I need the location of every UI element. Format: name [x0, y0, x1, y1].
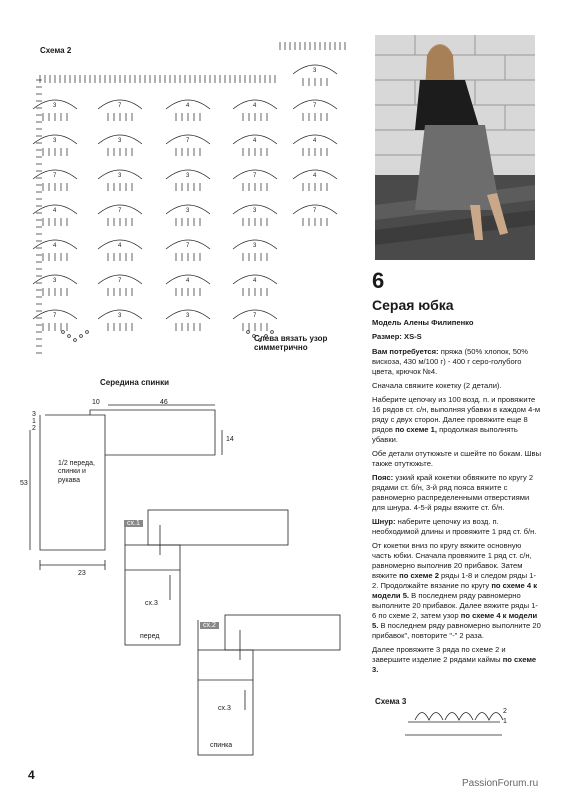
- para-3: Обе детали отутюжьте и сшейте по бокам. Швы также отутюжьте.: [372, 448, 542, 468]
- p5-a: Далее провяжите 3 ряда по схеме 2 и завершите изделие 2 рядами каймы: [372, 644, 506, 664]
- chart-number: 4: [186, 278, 190, 284]
- chart-number: 3: [53, 138, 57, 144]
- para-2-end: продолжая выполнять убавки.: [372, 424, 518, 444]
- para-1: Сначала свяжите кокетку (2 детали).: [372, 380, 502, 390]
- chart-number: 7: [118, 278, 122, 284]
- chart-number: 4: [53, 208, 57, 214]
- chart-number: 4: [118, 243, 122, 249]
- chart-number: 3: [186, 313, 190, 319]
- chart-number: 3: [186, 208, 190, 214]
- dim-23: 23: [78, 570, 86, 577]
- page-number: 4: [28, 768, 35, 782]
- scheme1-tag: сх.1: [124, 520, 143, 527]
- author: Модель Алены Филипенко: [372, 318, 474, 328]
- dim-14: 14: [226, 436, 234, 443]
- p4-b1: по схеме 2: [399, 570, 439, 580]
- materials-text: пряжа (50% хлопок, 50% вискоза, 430 м/100 г) - 400 г серо-голубого цвета, крючок №4.: [372, 346, 528, 376]
- cord-label: Шнур:: [372, 516, 396, 526]
- p4-a: От кокетки вниз по кругу вяжите основную часть юбки. Сначала провяжите 1 ряд ст. с/н, равномерно выполнив 20 прибавок. Затем вяжите: [372, 540, 532, 580]
- belt-label: Пояс:: [372, 472, 394, 482]
- p5-b: по схеме 3.: [372, 654, 537, 674]
- scheme2-label: Схема 2: [40, 46, 72, 55]
- scheme2-tag: сх.2: [200, 622, 219, 629]
- chart-number: 3: [53, 103, 57, 109]
- chart-number: 4: [186, 103, 190, 109]
- scheme3-front: сх.3: [145, 600, 158, 607]
- article-title: Серая юбка: [372, 297, 454, 313]
- scheme3-back: сх.3: [218, 705, 231, 712]
- dim-46: 46: [160, 399, 168, 406]
- half-part-label: 1/2 переда, спинки и рукава: [58, 460, 95, 484]
- chart-number: 7: [313, 208, 317, 214]
- chart-number: 7: [313, 103, 317, 109]
- dim-2: 2: [32, 425, 36, 432]
- chart-number: 4: [53, 243, 57, 249]
- chart-number: 3: [118, 138, 122, 144]
- chart-number: 7: [253, 173, 257, 179]
- chart-number: 3: [253, 243, 257, 249]
- dim-1: 1: [32, 418, 36, 425]
- cord-text: наберите цепочку из возд. п. необходимой длины и провяжите 1 ряд ст. б/н.: [372, 516, 537, 536]
- chart-number: 4: [313, 138, 317, 144]
- para-2-bold: по схеме 1,: [395, 424, 437, 434]
- chart-number: 3: [118, 313, 122, 319]
- chart-number: 4: [253, 103, 257, 109]
- back-label: спинка: [210, 742, 233, 749]
- chart-number: 3: [53, 278, 57, 284]
- chart-number: 4: [253, 138, 257, 144]
- dim-10: 10: [92, 399, 100, 406]
- materials-label: Вам потребуется:: [372, 346, 439, 356]
- scheme3-label: Схема 3: [375, 697, 407, 706]
- chart-number: 7: [186, 138, 190, 144]
- dim-53: 53: [20, 480, 28, 487]
- chart-number: 3: [253, 208, 257, 214]
- chart-number: 7: [53, 173, 57, 179]
- chart-number: 4: [253, 278, 257, 284]
- symmetric-note: Слева вязать узор симметрично: [254, 334, 328, 352]
- chart-number: 7: [53, 313, 57, 319]
- chart-number: 7: [186, 243, 190, 249]
- para-2-text: Наберите цепочку из 100 возд. п. и провяжите 16 рядов ст. с/н, выполняя убавки в каждом 4-м ряду с двух сторон. Далее провяжите еще 8 рядов: [372, 394, 541, 434]
- chart-number: 7: [118, 103, 122, 109]
- size-label: Размер:: [372, 332, 402, 342]
- chart-number: 4: [313, 173, 317, 179]
- center-back-label: Середина спинки: [100, 378, 170, 387]
- dim-3: 3: [32, 411, 36, 418]
- site-watermark: PassionForum.ru: [462, 778, 539, 789]
- model-number: 6: [372, 268, 385, 293]
- p4-m3: В последнем ряду равномерно выполните 20 прибавок", повторите "-" 2 раза.: [372, 620, 541, 640]
- chart-number: 7: [118, 208, 122, 214]
- scheme3-row1: 1: [503, 718, 507, 725]
- p4-m2: В последнем ряду равномерно выполните 20 прибавок. Далее вяжите ряды 1-6 по схеме 2, затем узор: [372, 590, 538, 620]
- p4-m1: ряды 1-8 и следом ряды 1-2. Продолжайте вязание по кругу: [372, 570, 537, 590]
- belt-text: узкий край кокетки обвяжите по кругу 2 рядами ст. б/н, 3-й ряд пояса вяжите с равномерно распределенными отверстиями для шнура. 4-5-й ряды вяжите ст. б/н.: [372, 472, 534, 512]
- chart-number: 3: [313, 68, 317, 74]
- p4-b2: по схеме 4 к модели 5.: [372, 580, 538, 600]
- chart-number: 3: [186, 173, 190, 179]
- chart-number: 7: [253, 313, 257, 319]
- chart-number: 3: [118, 173, 122, 179]
- size-value: XS-S: [404, 332, 422, 342]
- scheme3-row2: 2: [503, 708, 507, 715]
- p4-b3: по схеме 4 к модели 5.: [372, 610, 538, 630]
- front-label: перед: [140, 633, 160, 640]
